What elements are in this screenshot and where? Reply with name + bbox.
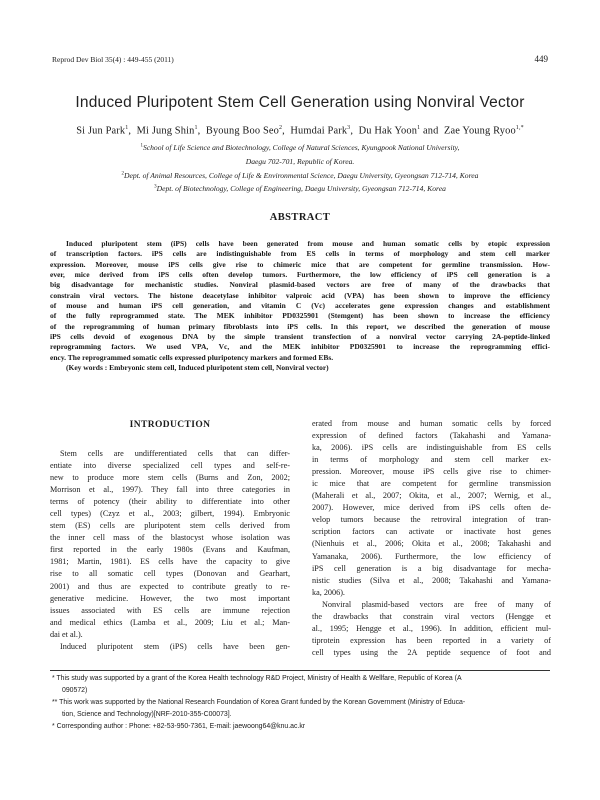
body-line: terms of potency (their ability to differentiate into other — [50, 497, 290, 507]
body-line: tiprotein expression has been reported in a variety of — [312, 635, 551, 645]
abstract-line: of the reprogramming of human primary fibroblasts into iPS cells. In this report, we described the generation of mouse — [50, 321, 550, 331]
affiliation-text: School of Life Science and Biotechnology, College of Natural Sciences, Kyungpook National University, — [142, 143, 460, 152]
author-affiliation-mark: 2 — [278, 125, 283, 131]
abstract-line: reprogramming factors. We used VPA, Vc, and the MEK inhibitor PD0325901 to increase the reprogramming effici- — [50, 342, 550, 352]
body-line: Stem cells are undifferentiated cells that can differ- — [60, 449, 290, 458]
body-line: rise to all somatic cell types (Donovan and Gearhart, — [50, 569, 290, 579]
introduction-heading: INTRODUCTION — [129, 420, 211, 430]
body-line: 2007). However, mice derived from iPS cells often de- — [312, 503, 551, 513]
body-line: 2001) and thus are expected to contribute greatly to re- — [50, 581, 290, 591]
body-line: and medical ethics (Lamba et al., 2009; Liu et al.; Man- — [50, 617, 290, 627]
author-affiliation-mark: 1 — [417, 125, 421, 131]
body-line: expression of defined factors (Takahashi and Yamana- — [312, 431, 551, 441]
body-line: Morrison et al., 1997). They fall into three categories in — [50, 485, 290, 495]
author-name: Si Jun Park — [76, 125, 126, 137]
body-line: first reported in the early 1980s (Evans and Kaufman, — [50, 545, 290, 555]
author-affiliation-mark: 3 — [347, 125, 351, 131]
running-head: Reprod Dev Biol 35(4) : 449-455 (2011) — [52, 55, 174, 64]
body-line: the inner cell mass of the blastocyst whose isolation was — [50, 533, 290, 543]
body-line: pression. Moreover, mouse iPS cells give rise to chimer- — [312, 467, 551, 477]
body-line: cell types) (Czyz et al., 2003; gilbert, 1994). Embryonic — [50, 509, 290, 519]
footnote-funding-2: ** This work was supported by the National Research Foundation of Korea Grant funded by the Korean Government (Ministry of Educa- — [52, 699, 466, 707]
body-line: the drawbacks that constrain viral vectors (Hengge et — [312, 611, 551, 621]
abstract-line: iPS cells devoid of exogenous DNA by the simple transient transfection of a nonviral vector carrying 2A-peptide-linked — [50, 332, 550, 342]
body-line: ic mice that are competent for germline transmission — [312, 479, 551, 489]
author-name: Zae Young Ryoo — [443, 125, 516, 137]
body-line: generative medicine. However, the two most important — [50, 593, 290, 603]
introduction-text-right — [312, 418, 551, 659]
affiliation-number: 2 — [121, 171, 125, 177]
affiliation-number: 3 — [154, 184, 157, 190]
footnote-funding-1: * This study was supported by a grant of the Korea Health technology R&D Project, Ministry of Health & Wellfare, Republic of Korea (A — [52, 675, 462, 682]
right-column — [312, 418, 551, 659]
abstract-line: Induced pluripotent stem (iPS) cells have been generated from mouse and human somatic cells by etopic expression — [66, 239, 550, 248]
abstract-line: of the fully reprogrammed state. The MEK inhibitor PD0325901 (Stemgent) has been shown to increase the efficiency — [50, 311, 550, 321]
author-list: Si Jun Park$^1$, Mi Jung Shin$^1$, Byoung Boo Seo$^2$, Humdai Park$^3$, Du Hak Yoon$^1$ and Zae Young Ryoo$^{1,*}$ — [76, 125, 524, 137]
body-line: 1981; Martin, 1981). ES cells have the capacity to give — [50, 557, 290, 567]
body-line: stem (ES) cells are pluripotent stem cells derived from — [50, 521, 290, 531]
body-line: velop tumors because the retroviral integration of tran- — [312, 515, 551, 525]
body-line: ka, 2006). — [312, 587, 345, 597]
abstract-line: ever, mice derived from iPS cells often develop tumors. Furthermore, the low efficiency of iPS cell generation is a — [50, 270, 550, 280]
affiliation-text: Dept. of Animal Resources, College of Life & Environmental Science, Daegu University, Gyeongsan 712-714, Korea — [124, 171, 479, 180]
body-line: issues associated with ES cells are immune rejection — [50, 605, 290, 615]
affiliation-1 — [0, 143, 600, 152]
abstract-line: constrain viral vectors. The histone deacetylase inhibitor valproic acid (VPA) has been shown to improve the efficiency — [50, 290, 550, 300]
body-line: al., 1995; Hengge et al., 1996). In addition, efficient mul- — [312, 623, 551, 633]
footnote-funding-2-cont: tion, Science and Technology)[NRF-2010-355-C00073]. — [62, 711, 232, 719]
abstract-line: expression. Moreover, mouse iPS cells give rise to chimeric mice that are competent for germline transmission. How- — [50, 259, 550, 269]
body-line: ka, 2006). iPS cells are indistinguishable from ES cells — [312, 443, 551, 453]
body-line: iPS cell generation is a big disadvantage for mecha- — [312, 563, 551, 573]
body-line: dai et al.). — [50, 629, 83, 639]
footnote-corresponding-author: * Corresponding author : Phone: +82-53-950-7361, E-mail: jaewoong64@knu.ac.kr — [52, 723, 306, 731]
body-line: Nonviral plasmid-based vectors are free of many of — [322, 599, 551, 609]
footnotes — [52, 673, 548, 733]
body-line: in terms of morphology and stem cell marker ex- — [312, 455, 551, 465]
abstract-line: of transcription factors. iPS cells are indistinguishable from ES cells in terms of morphology and stem cell marker — [50, 249, 550, 259]
footnote-funding-1-cont: 090572) — [62, 687, 88, 695]
author-affiliation-mark: 1 — [125, 125, 129, 131]
author-name: Du Hak Yoon — [358, 125, 418, 137]
affiliation-text: Daegu 702-701, Republic of Korea. — [245, 157, 355, 166]
body-line: (Maherali et al., 2007; Okita, et al., 2007; Wernig, et al., — [312, 491, 551, 501]
abstract-line: of mouse and human iPS cell generation, and vitamin C (Vc) accelerates gene expression changes and establishment — [50, 301, 550, 311]
body-line: Yamanaka, 2006). Furthermore, the low efficiency of — [312, 551, 551, 561]
affiliation-2 — [0, 171, 600, 180]
page-number: 449 — [534, 54, 548, 64]
author-name: Byoung Boo Seo — [205, 125, 279, 137]
abstract-heading: ABSTRACT — [269, 212, 331, 223]
body-line: entiate into diverse specialized cell types and self-re- — [50, 461, 290, 471]
footnote-divider — [50, 670, 550, 671]
author-name: Mi Jung Shin — [136, 125, 195, 137]
body-line: scription factors can activate or inactivate host genes — [312, 527, 551, 537]
body-line: erated from mouse and human somatic cells by forced — [312, 419, 551, 428]
body-line: cell types using the 2A peptide sequence of foot and — [312, 647, 551, 657]
body-line: new to produce more stem cells (Burns and Zon, 2002; — [50, 473, 290, 483]
abstract-line: ency. The reprogrammed somatic cells expressed pluripotency markers and formed EBs. — [50, 352, 334, 362]
abstract-line: big disadvantage for mechanistic studies. Nonviral plasmid-based vectors are free of many of the drawbacks that — [50, 280, 550, 290]
body-line: nistic studies (Silva et al., 2008; Takahashi and Yamana- — [312, 575, 551, 585]
abstract-body — [50, 239, 550, 373]
body-line: Induced pluripotent stem (iPS) cells have been gen- — [60, 641, 290, 651]
author-name: Humdai Park — [290, 125, 348, 137]
article-title: Induced Pluripotent Stem Cell Generation using Nonviral Vector — [75, 94, 525, 111]
affiliation-text: Dept. of Biotechnology, College of Engineering, Daegu University, Gyeongsan 712-714, Korea — [156, 184, 446, 193]
affiliation-number: 1 — [140, 143, 143, 149]
keywords: (Key words : Embryonic stem cell, Induced pluripotent stem cell, Nonviral vector) — [66, 363, 329, 373]
introduction-text-left — [50, 436, 290, 653]
body-line: (Nienhuis et al., 2006; Okita et al., 2008; Takahashi and — [312, 539, 551, 549]
affiliation-1-cont — [0, 157, 600, 166]
affiliation-3 — [0, 184, 600, 193]
left-column — [50, 420, 290, 653]
author-affiliation-mark: 1,* — [515, 125, 524, 131]
author-affiliation-mark: 1 — [194, 125, 198, 131]
